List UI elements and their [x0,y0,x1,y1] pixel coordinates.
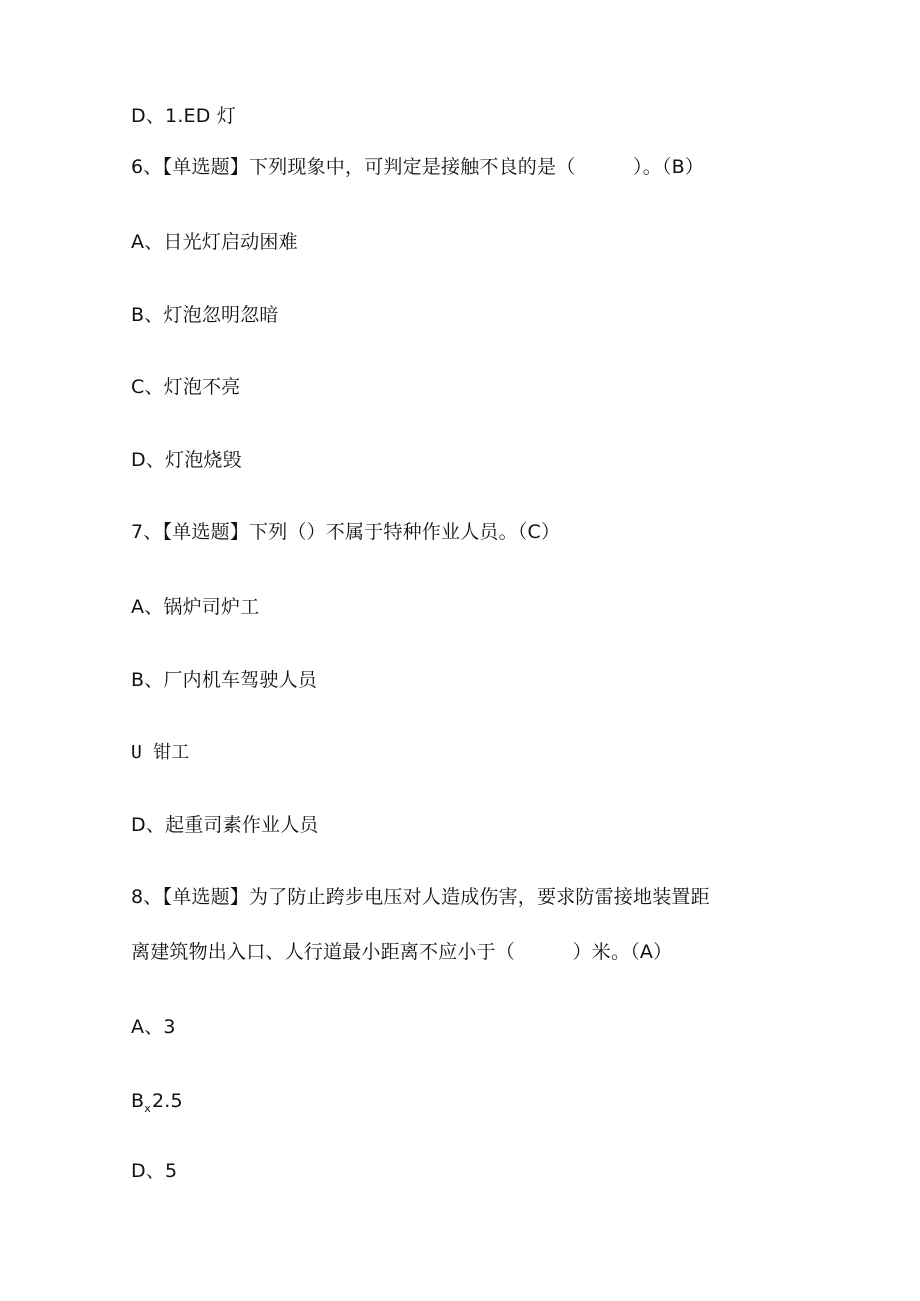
q6-option-b: B、灯泡忽明忽暗 [131,304,279,326]
q8-option-b-subscript: x [144,1102,151,1115]
q7-option-c: U 钳工 [131,742,190,763]
q8-option-b-letter: B [131,1090,145,1112]
q6-option-c: C、灯泡不亮 [131,376,241,398]
q8-option-b [131,1089,183,1121]
q8-question-line-1: 8、【单选题】为了防止跨步电压对人造成伤害，要求防雷接地装置距 [131,886,710,908]
q6-option-d: D、灯泡烧毁 [131,449,242,471]
q7-option-b: B、厂内机车驾驶人员 [131,669,318,691]
q7-option-a: A、锅炉司炉工 [131,596,260,618]
q8-question-line-2: 离建筑物出入口、人行道最小距离不应小于（ ）米。（A） [131,941,673,963]
q7-question: 7、【单选题】下列（）不属于特种作业人员。（C） [131,521,561,543]
q8-option-a: A、3 [131,1016,176,1038]
q6-question: 6、【单选题】下列现象中，可判定是接触不良的是（ ）。（B） [131,156,705,178]
q7-option-d: D、起重司素作业人员 [131,814,319,836]
q6-option-a: A、日光灯启动困难 [131,231,298,253]
q8-option-b-value: 2.5 [151,1090,183,1112]
q8-option-d: D、5 [131,1160,178,1182]
q5-option-d: D、1.ED 灯 [131,105,237,127]
